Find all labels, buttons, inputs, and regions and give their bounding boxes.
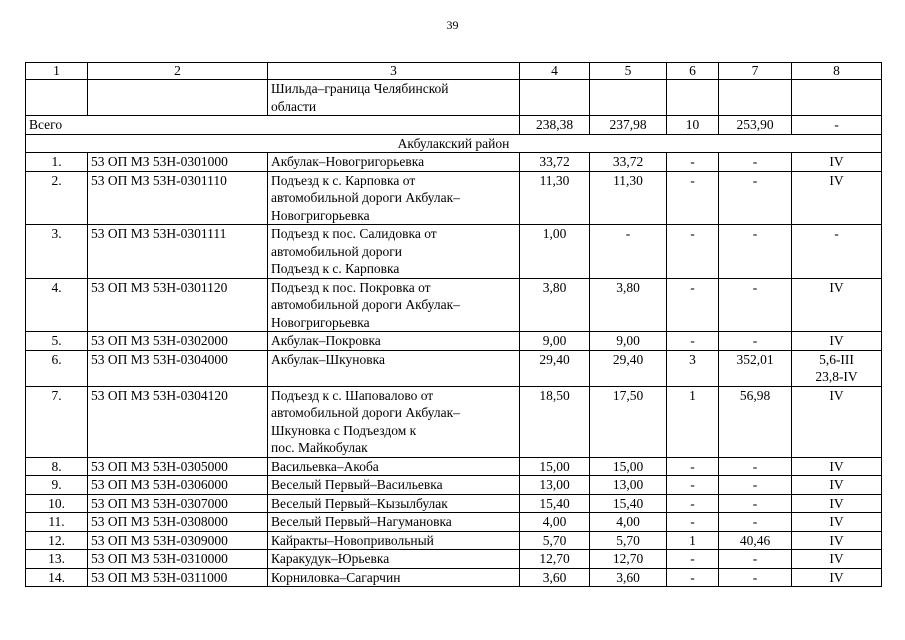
road-name-cell [268, 568, 520, 587]
road-name-line: Веселый Первый–Нагумановка [271, 514, 452, 529]
road-code: 53 ОП МЗ 53Н-0308000 [88, 513, 268, 532]
section-title: Акбулакский район [26, 134, 882, 153]
total-col6: 10 [667, 116, 719, 135]
category-line: IV [829, 154, 844, 169]
road-name-cell [268, 225, 520, 279]
category-line: IV [829, 477, 844, 492]
total-col8: - [792, 116, 882, 135]
table-row [26, 332, 882, 351]
count-col6: - [667, 494, 719, 513]
count-col6: - [667, 457, 719, 476]
count-col6: 3 [667, 350, 719, 386]
road-code: 53 ОП МЗ 53Н-0307000 [88, 494, 268, 513]
road-name-cell [268, 513, 520, 532]
road-code: 53 ОП МЗ 53Н-0310000 [88, 550, 268, 569]
road-name-line: Акбулак–Покровка [271, 333, 381, 348]
category-line: IV [829, 387, 844, 403]
category-line: IV [829, 279, 844, 295]
row-number: 14. [26, 568, 88, 587]
total-col7: 253,90 [719, 116, 792, 135]
category-cell [792, 494, 882, 513]
count-col6: - [667, 513, 719, 532]
length-col4: 5,70 [520, 531, 590, 550]
road-code: 53 ОП МЗ 53Н-0301000 [88, 153, 268, 172]
category-cell [792, 550, 882, 569]
row-number: 5. [26, 332, 88, 351]
road-name-line: Веселый Первый–Кызылбулак [271, 495, 448, 511]
count-col6: - [667, 568, 719, 587]
road-name-cell [268, 386, 520, 457]
empty-cell [719, 80, 792, 116]
table-row [26, 171, 882, 225]
road-name-line: Веселый Первый–Васильевка [271, 477, 443, 492]
row-number: 8. [26, 457, 88, 476]
road-name-line: Подъезд к с. Карповка от [271, 172, 416, 188]
category-line: IV [829, 532, 844, 548]
road-name-cell [268, 494, 520, 513]
empty-cell [26, 80, 88, 116]
length-col5: 4,00 [590, 513, 667, 532]
row-number: 11. [26, 513, 88, 532]
category-cell [792, 278, 882, 332]
road-name-line: Шкуновка с Подъездом к [271, 422, 417, 438]
length-col4: 4,00 [520, 513, 590, 532]
value-col7: - [719, 513, 792, 532]
total-row [26, 116, 882, 135]
value-col7: - [719, 457, 792, 476]
row-number: 9. [26, 476, 88, 495]
count-col6: - [667, 550, 719, 569]
road-name-line: автомобильной дороги [271, 243, 402, 259]
category-cell [792, 153, 882, 172]
header-cell-5: 5 [590, 63, 667, 80]
road-name-line: Подъезд к пос. Покровка от [271, 279, 431, 295]
length-col5: 3,80 [590, 278, 667, 332]
length-col5: 5,70 [590, 531, 667, 550]
length-col5: 11,30 [590, 171, 667, 225]
count-col6: - [667, 332, 719, 351]
category-cell [792, 332, 882, 351]
length-col4: 11,30 [520, 171, 590, 225]
row-number: 6. [26, 350, 88, 386]
length-col4: 15,40 [520, 494, 590, 513]
road-code: 53 ОП МЗ 53Н-0304000 [88, 350, 268, 386]
value-col7: - [719, 332, 792, 351]
roads-table-body [26, 63, 882, 587]
length-col4: 33,72 [520, 153, 590, 172]
length-col5: 12,70 [590, 550, 667, 569]
value-col7: - [719, 153, 792, 172]
row-number: 3. [26, 225, 88, 279]
category-line: 23,8-IV [815, 369, 858, 384]
length-col4: 12,70 [520, 550, 590, 569]
category-cell [792, 513, 882, 532]
road-name-line: автомобильной дороги Акбулак– [271, 405, 460, 420]
road-name-line: Подъезд к пос. Салидовка от [271, 226, 437, 241]
category-cell [792, 350, 882, 386]
row-number: 13. [26, 550, 88, 569]
length-col4: 3,60 [520, 568, 590, 587]
category-line: IV [829, 333, 844, 348]
row-number: 10. [26, 494, 88, 513]
value-col7: - [719, 278, 792, 332]
length-col5: 29,40 [590, 350, 667, 386]
road-name-cell [268, 531, 520, 550]
header-cell-8: 8 [792, 63, 882, 80]
road-name-line: автомобильной дороги Акбулак– [271, 190, 460, 205]
table-row [26, 386, 882, 457]
category-cell [792, 386, 882, 457]
category-line: IV [829, 172, 844, 188]
road-code: 53 ОП МЗ 53Н-0309000 [88, 531, 268, 550]
category-cell [792, 457, 882, 476]
length-col5: 3,60 [590, 568, 667, 587]
road-name-line: автомобильной дороги Акбулак– [271, 297, 460, 312]
length-col4: 3,80 [520, 278, 590, 332]
empty-cell [88, 80, 268, 116]
road-name-cell [268, 80, 520, 116]
category-line: IV [829, 551, 844, 566]
carry-over-row [26, 80, 882, 116]
header-cell-1: 1 [26, 63, 88, 80]
table-row [26, 225, 882, 279]
count-col6: - [667, 153, 719, 172]
road-name-cell [268, 278, 520, 332]
header-cell-4: 4 [520, 63, 590, 80]
length-col4: 15,00 [520, 457, 590, 476]
length-col5: 13,00 [590, 476, 667, 495]
table-row [26, 278, 882, 332]
road-name-cell [268, 171, 520, 225]
table-row [26, 531, 882, 550]
empty-cell [590, 80, 667, 116]
roads-table [25, 62, 882, 587]
road-name-line: Подъезд к с. Шаповалово от [271, 387, 434, 403]
length-col5: 17,50 [590, 386, 667, 457]
empty-cell [667, 80, 719, 116]
value-col7: - [719, 476, 792, 495]
value-col7: - [719, 550, 792, 569]
length-col4: 29,40 [520, 350, 590, 386]
road-name-cell [268, 153, 520, 172]
length-col4: 18,50 [520, 386, 590, 457]
value-col7: 40,46 [719, 531, 792, 550]
header-cell-2: 2 [88, 63, 268, 80]
road-name-line: Кайракты–Новопривольный [271, 532, 434, 548]
section-row [26, 134, 882, 153]
table-row [26, 494, 882, 513]
category-cell [792, 531, 882, 550]
header-cell-6: 6 [667, 63, 719, 80]
count-col6: - [667, 476, 719, 495]
category-cell [792, 171, 882, 225]
count-col6: 1 [667, 531, 719, 550]
road-name-line: Каракудук–Юрьевка [271, 551, 390, 566]
road-code: 53 ОП МЗ 53Н-0304120 [88, 386, 268, 457]
count-col6: 1 [667, 386, 719, 457]
road-code: 53 ОП МЗ 53Н-0305000 [88, 457, 268, 476]
road-name-line: области [271, 98, 317, 114]
row-number: 7. [26, 386, 88, 457]
category-line: IV [829, 569, 844, 585]
category-cell [792, 476, 882, 495]
table-row [26, 350, 882, 386]
category-line: IV [829, 458, 844, 474]
value-col7: - [719, 494, 792, 513]
road-name-cell [268, 476, 520, 495]
road-name-cell [268, 332, 520, 351]
length-col5: 15,40 [590, 494, 667, 513]
road-name-line: Акбулак–Шкуновка [271, 351, 385, 367]
header-row [26, 63, 882, 80]
road-code: 53 ОП МЗ 53Н-0301110 [88, 171, 268, 225]
road-code: 53 ОП МЗ 53Н-0301111 [88, 225, 268, 279]
road-code: 53 ОП МЗ 53Н-0302000 [88, 332, 268, 351]
road-name-line: Новогригорьевка [271, 314, 370, 330]
table-row [26, 568, 882, 587]
road-name-line: Подъезд к с. Карповка [271, 261, 400, 276]
value-col7: 56,98 [719, 386, 792, 457]
table-row [26, 457, 882, 476]
road-name-line: Шильда–граница Челябинской [271, 81, 449, 96]
road-name-line: Новогригорьевка [271, 207, 370, 223]
value-col7: 352,01 [719, 350, 792, 386]
length-col5: - [590, 225, 667, 279]
road-code: 53 ОП МЗ 53Н-0301120 [88, 278, 268, 332]
value-col7: - [719, 568, 792, 587]
table-row [26, 476, 882, 495]
road-code: 53 ОП МЗ 53Н-0311000 [88, 568, 268, 587]
category-cell [792, 568, 882, 587]
row-number: 12. [26, 531, 88, 550]
road-name-line: Корниловка–Сагарчин [271, 569, 401, 585]
total-label: Всего [26, 116, 520, 135]
value-col7: - [719, 171, 792, 225]
page-number: 39 [446, 18, 459, 32]
value-col7: - [719, 225, 792, 279]
empty-cell [520, 80, 590, 116]
road-name-cell [268, 457, 520, 476]
length-col4: 13,00 [520, 476, 590, 495]
road-name-line: пос. Майкобулак [271, 440, 368, 455]
count-col6: - [667, 171, 719, 225]
table-row [26, 513, 882, 532]
category-line: 5,6-III [819, 351, 854, 367]
length-col4: 9,00 [520, 332, 590, 351]
header-cell-3: 3 [268, 63, 520, 80]
road-name-cell [268, 350, 520, 386]
category-cell [792, 225, 882, 279]
count-col6: - [667, 278, 719, 332]
table-row [26, 153, 882, 172]
category-line: IV [829, 495, 844, 511]
road-name-cell [268, 550, 520, 569]
road-name-line: Васильевка–Акоба [271, 458, 379, 474]
table-row [26, 550, 882, 569]
row-number: 4. [26, 278, 88, 332]
length-col5: 33,72 [590, 153, 667, 172]
row-number: 2. [26, 171, 88, 225]
length-col5: 9,00 [590, 332, 667, 351]
header-cell-7: 7 [719, 63, 792, 80]
total-col4: 238,38 [520, 116, 590, 135]
count-col6: - [667, 225, 719, 279]
row-number: 1. [26, 153, 88, 172]
road-code: 53 ОП МЗ 53Н-0306000 [88, 476, 268, 495]
category-line: IV [829, 514, 844, 529]
length-col4: 1,00 [520, 225, 590, 279]
total-col5: 237,98 [590, 116, 667, 135]
empty-cell [792, 80, 882, 116]
length-col5: 15,00 [590, 457, 667, 476]
road-name-line: Акбулак–Новогригорьевка [271, 154, 425, 169]
category-line: - [834, 226, 839, 241]
